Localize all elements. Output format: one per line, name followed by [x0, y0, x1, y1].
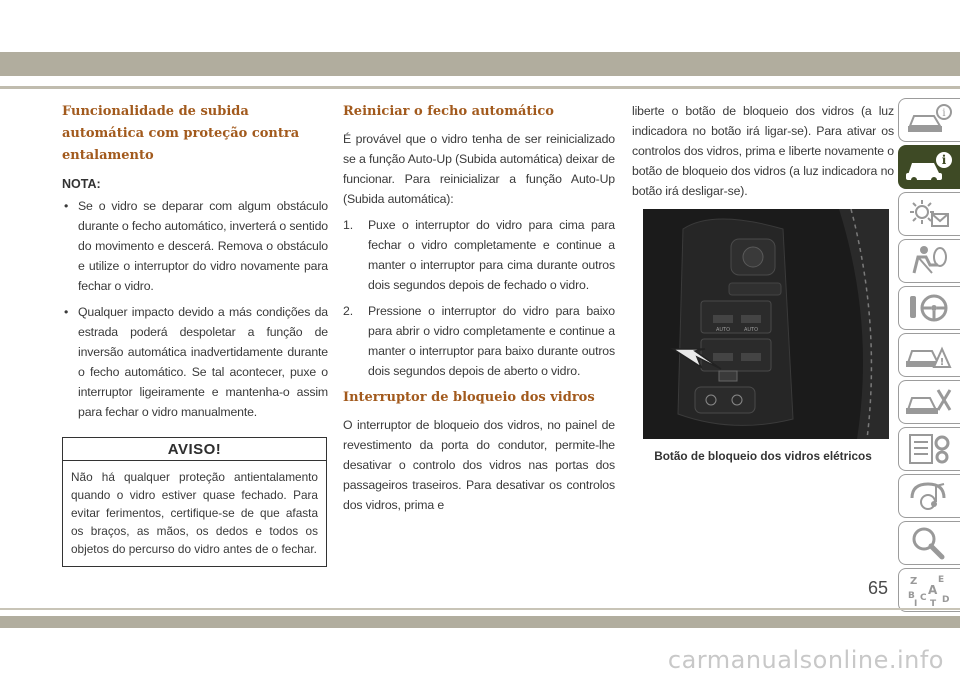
warning-title: AVISO!	[63, 438, 326, 461]
column-left	[62, 101, 328, 567]
reset-steps	[343, 215, 615, 381]
car-info-icon	[904, 102, 954, 138]
section-heading-auto-up: Funcionalidade de subida automática com proteção contra entalamento	[62, 104, 300, 163]
warning-lights-icon	[904, 196, 954, 232]
header-rule	[0, 86, 960, 89]
svg-text:A: A	[928, 583, 938, 597]
note-label: NOTA:	[62, 177, 101, 191]
alphabet-index-icon	[904, 572, 954, 608]
tab-car-info-active[interactable]	[898, 145, 960, 189]
tab-search[interactable]	[898, 521, 960, 565]
svg-text:AUTO: AUTO	[743, 327, 759, 333]
window-lock-paragraph: O interruptor de bloqueio dos vidros, no painel de revestimento da porta do condutor, permite-lhe desativar o controlo dos vidros nas portas dos passageiros traseiros. Para desativar os controlos dos vidros, prima e	[343, 418, 615, 512]
tab-steering-wheel[interactable]	[898, 286, 960, 330]
column-right	[632, 101, 894, 463]
search-icon	[904, 525, 954, 561]
tab-car-warning[interactable]	[898, 333, 960, 377]
svg-text:T: T	[930, 599, 937, 608]
warning-box	[62, 437, 327, 567]
car-info-active-icon	[904, 149, 954, 185]
section-heading-window-lock: Interruptor de bloqueio dos vidros	[343, 390, 595, 405]
photo-caption: Botão de bloqueio dos vidros elétricos	[654, 449, 872, 463]
tab-maintenance-list[interactable]	[898, 427, 960, 471]
svg-text:i: i	[941, 153, 947, 167]
list-item: 2. Pressione o interruptor do vidro para baixo para abrir o vidro completamente e continue a manter o interruptor para baixo durante outros dois segundos depois de aberto o vidro.	[343, 304, 615, 378]
car-warning-icon	[904, 337, 954, 373]
multimedia-icon	[904, 478, 954, 514]
warning-body: Não há qualquer proteção antientalamento quando o vidro estiver quase fechado. Para evitar ferimentos, certifique-se de que afasta os braços, as mãos, os dedos e todos os objetos do percurso do vidro antes de o fechar.	[71, 470, 318, 556]
svg-text:E: E	[938, 575, 945, 585]
page-number: 65	[868, 578, 889, 598]
reset-intro: É provável que o vidro tenha de ser reinicializado se a função Auto-Up (Subida automática) deixar de funcionar. Para reinicializar a função Auto-Up (Subida automática):	[343, 132, 615, 206]
note-bullets	[62, 196, 328, 422]
tab-car-info[interactable]	[898, 98, 960, 142]
window-switch-photo	[643, 209, 889, 439]
tab-airbag-seat[interactable]	[898, 239, 960, 283]
svg-text:D: D	[942, 595, 950, 605]
svg-text:C: C	[920, 593, 927, 603]
tab-multimedia[interactable]	[898, 474, 960, 518]
column-middle	[343, 101, 615, 515]
footer-band	[0, 616, 960, 628]
tab-car-tools[interactable]	[898, 380, 960, 424]
list-item: • Qualquer impacto devido a más condições da estrada poderá despoletar a função de inversão automática inadvertidamente durante o fecho automático. Se tal acontecer, puxe o interruptor ligeiramente e mantenha-o assim para fechar o vidro manualmente.	[62, 302, 328, 422]
tab-warning-lights[interactable]	[898, 192, 960, 236]
watermark[interactable]: carmanualsonline.info	[667, 646, 944, 674]
list-item: 1. Puxe o interruptor do vidro para cima para fechar o vidro completamente e continue a manter o interruptor para cima durante outros dois segundos depois de fechado o vidro.	[343, 218, 615, 292]
footer-rule	[0, 608, 960, 610]
airbag-seat-icon	[904, 243, 954, 279]
svg-text:I: I	[914, 599, 918, 608]
svg-text:i: i	[942, 108, 946, 119]
svg-text:B: B	[908, 591, 915, 601]
window-lock-continued: liberte o botão de bloqueio dos vidros (a luz indicadora no botão irá ligar-se). Para ativar os controlos dos vidros, prima e liberte novamente o botão de bloqueio dos vidros (a luz indicadora no botão irá desligar-se).	[632, 104, 894, 198]
car-tools-icon	[904, 384, 954, 420]
steering-wheel-icon	[904, 290, 954, 326]
tab-alphabet-index[interactable]	[898, 568, 960, 612]
svg-text:Z: Z	[910, 576, 918, 587]
maintenance-list-icon	[904, 431, 954, 467]
header-band	[0, 52, 960, 76]
svg-text:AUTO: AUTO	[715, 327, 731, 333]
list-item: • Se o vidro se deparar com algum obstáculo durante o fecho automático, inverterá o sentido do movimento e descerá. Remova o obstáculo e utilize o interruptor do vidro novamente para fechar o vidro.	[62, 196, 328, 296]
svg-text:!: !	[939, 357, 945, 368]
section-heading-reset: Reiniciar o fecho automático	[343, 104, 554, 119]
